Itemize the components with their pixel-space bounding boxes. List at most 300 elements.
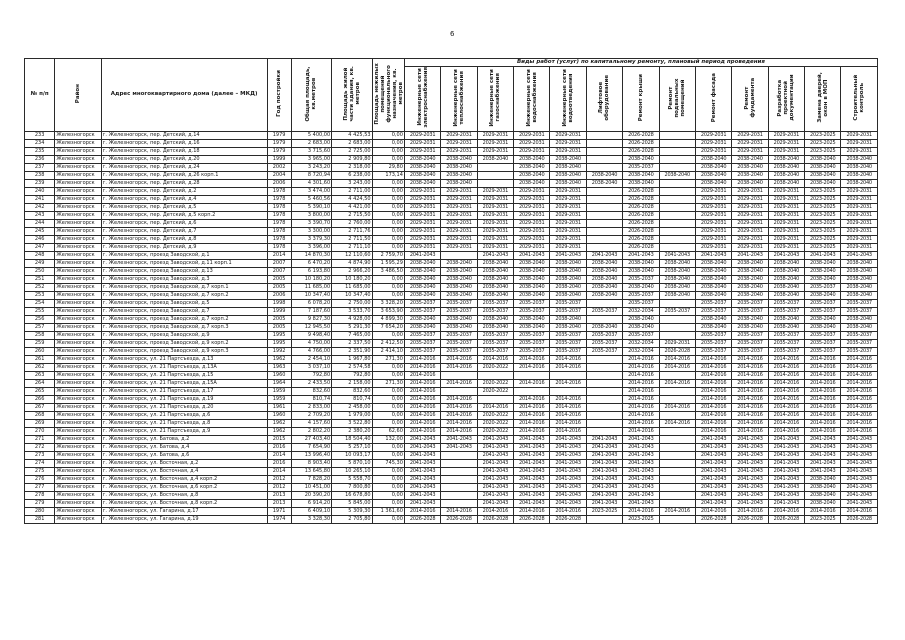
- row-area-living: 2 318,00: [332, 163, 372, 171]
- row-work-period: 2041-2043: [550, 459, 586, 467]
- row-work-period: 2029-2031: [514, 195, 550, 203]
- row-work-period: 2029-2031: [477, 187, 513, 195]
- row-year: 2005: [267, 283, 291, 291]
- row-address: г. Железногорск, пер. Детский, д.5 корп.2: [101, 211, 267, 219]
- row-work-period: 2041-2043: [841, 475, 878, 483]
- row-work-period: 2029-2031: [441, 227, 477, 235]
- row-work-period: 2038-2040: [768, 179, 804, 187]
- row-work-period: 2041-2043: [477, 435, 513, 443]
- row-work-period: 2038-2040: [514, 315, 550, 323]
- row-area-total: 10 451,00: [291, 483, 331, 491]
- row-work-period: 2026-2028: [623, 211, 659, 219]
- row-address: г. Железногорск, пер. Детский, д.28: [101, 179, 267, 187]
- row-number: 256: [25, 315, 55, 323]
- row-work-period: [586, 187, 622, 195]
- row-work-period: 2041-2043: [768, 499, 804, 507]
- row-work-period: 2020-2022: [477, 411, 513, 419]
- row-number: 281: [25, 515, 55, 523]
- row-work-period: 2041-2043: [732, 499, 768, 507]
- row-work-period: 2014-2016: [695, 427, 731, 435]
- row-area-nonres: 0,00: [372, 475, 404, 483]
- row-number: 240: [25, 187, 55, 195]
- row-number: 255: [25, 307, 55, 315]
- header-area-living: Площадь жилой части здания, кв. метров: [332, 59, 372, 132]
- row-area-nonres: 0,00: [372, 363, 404, 371]
- row-work-period: [659, 475, 695, 483]
- row-work-period: [514, 387, 550, 395]
- row-area-total: 5 400,00: [291, 131, 331, 139]
- row-work-period: 2035-2037: [586, 331, 622, 339]
- row-area-total: 2 709,20: [291, 411, 331, 419]
- row-district: Железногорск: [55, 491, 101, 499]
- table-row: [25, 339, 878, 347]
- row-area-nonres: 0,00: [372, 155, 404, 163]
- row-work-period: 2038-2040: [805, 267, 841, 275]
- row-year: 1962: [267, 427, 291, 435]
- row-work-period: 2038-2040: [805, 163, 841, 171]
- row-work-period: 2041-2043: [732, 459, 768, 467]
- row-area-living: 3 243,00: [332, 179, 372, 187]
- row-area-nonres: 0,00: [372, 243, 404, 251]
- row-work-period: 2035-2037: [550, 331, 586, 339]
- row-work-period: 2038-2040: [441, 259, 477, 267]
- table-row: [25, 451, 878, 459]
- row-area-total: 792,80: [291, 371, 331, 379]
- row-address: г. Железногорск, пер. Детский, д.20: [101, 155, 267, 163]
- row-work-period: 2014-2016: [404, 427, 440, 435]
- row-work-period: 2014-2016: [623, 411, 659, 419]
- row-address: г. Железногорск, ул. Батова, д.6: [101, 451, 267, 459]
- row-area-nonres: 7 654,20: [372, 323, 404, 331]
- row-work-period: 2014-2016: [623, 379, 659, 387]
- row-work-period: [659, 155, 695, 163]
- row-work-period: 2029-2031: [768, 147, 804, 155]
- table-row: [25, 499, 878, 507]
- row-area-living: 2 725,00: [332, 147, 372, 155]
- row-address: г. Железногорск, ул. Гагарина, д.17: [101, 507, 267, 515]
- row-work-period: 2041-2043: [404, 451, 440, 459]
- row-address: г. Железногорск, пер. Детский, д.14: [101, 131, 267, 139]
- row-year: 2005: [267, 323, 291, 331]
- row-year: 2012: [267, 475, 291, 483]
- row-area-nonres: 2 412,50: [372, 339, 404, 347]
- row-district: Железногорск: [55, 291, 101, 299]
- row-work-period: 2014-2016: [695, 507, 731, 515]
- row-area-nonres: 0,00: [372, 291, 404, 299]
- row-work-period: 2014-2016: [768, 395, 804, 403]
- row-area-nonres: 271,30: [372, 379, 404, 387]
- row-work-period: 2029-2031: [695, 243, 731, 251]
- row-work-period: 2029-2031: [550, 227, 586, 235]
- table-row: [25, 131, 878, 139]
- row-work-period: 2029-2031: [695, 219, 731, 227]
- row-work-period: 2038-2040: [550, 267, 586, 275]
- row-work-period: 2014-2016: [550, 411, 586, 419]
- table-row: [25, 371, 878, 379]
- row-district: Железногорск: [55, 299, 101, 307]
- table-row: [25, 419, 878, 427]
- row-work-period: 2038-2040: [841, 275, 878, 283]
- row-year: 1999: [267, 307, 291, 315]
- row-work-period: [659, 443, 695, 451]
- row-work-period: 2014-2016: [550, 419, 586, 427]
- row-work-period: 2041-2043: [514, 435, 550, 443]
- row-work-period: 2038-2040: [732, 171, 768, 179]
- row-area-living: 2 574,58: [332, 363, 372, 371]
- row-area-total: 10 347,40: [291, 291, 331, 299]
- row-work-period: 2023-2025: [805, 515, 841, 523]
- row-number: 237: [25, 163, 55, 171]
- row-work-period: [659, 451, 695, 459]
- row-work-period: 2035-2037: [805, 299, 841, 307]
- row-work-period: 2041-2043: [477, 443, 513, 451]
- row-work-period: 2038-2040: [441, 171, 477, 179]
- row-year: 2007: [267, 267, 291, 275]
- row-work-period: 2041-2043: [586, 451, 622, 459]
- row-work-period: [659, 459, 695, 467]
- row-number: 280: [25, 507, 55, 515]
- row-address: г. Железногорск, ул. 21 Партсъезда, д.6: [101, 411, 267, 419]
- row-work-period: 2041-2043: [768, 451, 804, 459]
- row-work-period: 2014-2016: [768, 363, 804, 371]
- row-work-period: 2029-2031: [477, 235, 513, 243]
- capital-repair-table-sheet: [24, 58, 878, 626]
- row-address: г. Железногорск, ул. 21 Партсъезда, д.20: [101, 403, 267, 411]
- row-area-living: 2 711,10: [332, 243, 372, 251]
- row-work-period: 2014-2016: [404, 379, 440, 387]
- row-area-nonres: 29,80: [372, 163, 404, 171]
- row-area-nonres: 0,00: [372, 139, 404, 147]
- row-work-period: 2038-2040: [623, 171, 659, 179]
- row-work-period: 2035-2037: [623, 331, 659, 339]
- row-area-nonres: 2 414,10: [372, 347, 404, 355]
- row-work-period: 2029-2031: [841, 227, 878, 235]
- row-work-period: 2041-2043: [514, 491, 550, 499]
- row-work-period: 2035-2037: [768, 339, 804, 347]
- row-work-period: 2041-2043: [695, 443, 731, 451]
- row-work-period: 2014-2016: [441, 427, 477, 435]
- row-work-period: [659, 203, 695, 211]
- row-area-living: 2 711,76: [332, 227, 372, 235]
- row-work-period: 2029-2031: [404, 243, 440, 251]
- row-work-period: [477, 163, 513, 171]
- table-row: [25, 195, 878, 203]
- row-work-period: 2041-2043: [768, 483, 804, 491]
- row-area-total: 4 157,60: [291, 419, 331, 427]
- row-work-period: 2014-2016: [441, 403, 477, 411]
- row-year: 1978: [267, 211, 291, 219]
- row-work-period: 2014-2016: [441, 419, 477, 427]
- row-work-period: [659, 371, 695, 379]
- row-work-period: 2026-2028: [623, 235, 659, 243]
- row-work-period: 2023-2025: [805, 187, 841, 195]
- row-work-period: 2041-2043: [404, 251, 440, 259]
- row-work-period: 2026-2028: [623, 219, 659, 227]
- row-work-period: 2041-2043: [514, 251, 550, 259]
- row-work-period: 2014-2016: [623, 387, 659, 395]
- row-work-period: [659, 211, 695, 219]
- row-work-period: 2014-2016: [477, 507, 513, 515]
- table-row: [25, 187, 878, 195]
- row-work-period: 2038-2040: [805, 475, 841, 483]
- row-work-period: 2014-2016: [805, 395, 841, 403]
- row-work-period: 2038-2040: [732, 323, 768, 331]
- row-year: 2006: [267, 291, 291, 299]
- row-work-period: 2014-2016: [659, 507, 695, 515]
- row-work-period: 2029-2031: [768, 227, 804, 235]
- row-work-period: 2026-2028: [695, 515, 731, 523]
- row-work-period: 2014-2016: [841, 427, 878, 435]
- row-work-period: [659, 147, 695, 155]
- row-number: 234: [25, 139, 55, 147]
- row-work-period: 2029-2031: [768, 139, 804, 147]
- row-area-living: 5 257,10: [332, 443, 372, 451]
- row-work-period: 2014-2016: [768, 427, 804, 435]
- row-work-period: 2041-2043: [514, 499, 550, 507]
- row-work-period: [586, 299, 622, 307]
- row-work-period: 2038-2040: [441, 323, 477, 331]
- row-work-period: 2038-2040: [695, 259, 731, 267]
- table-row: [25, 243, 878, 251]
- row-work-period: 2038-2040: [732, 291, 768, 299]
- row-district: Железногорск: [55, 203, 101, 211]
- row-work-period: 2041-2043: [623, 483, 659, 491]
- row-work-period: 2038-2040: [768, 267, 804, 275]
- table-row: [25, 291, 878, 299]
- row-address: г. Железногорск, ул. Восточная, д.8 корп.2: [101, 499, 267, 507]
- row-address: г. Железногорск, проезд Заводской, д.7 корп.1: [101, 283, 267, 291]
- row-area-nonres: 0,00: [372, 483, 404, 491]
- row-area-total: 11 685,00: [291, 283, 331, 291]
- row-work-period: 2041-2043: [477, 459, 513, 467]
- row-work-period: 2035-2037: [404, 347, 440, 355]
- row-work-period: [659, 195, 695, 203]
- row-work-period: 2029-2031: [514, 219, 550, 227]
- row-work-period: 2014-2016: [514, 427, 550, 435]
- row-work-period: 2041-2043: [441, 443, 477, 451]
- row-work-period: 2038-2040: [514, 323, 550, 331]
- row-work-period: 2038-2040: [695, 171, 731, 179]
- table-row: [25, 387, 878, 395]
- row-work-period: 2029-2031: [550, 211, 586, 219]
- row-year: 1978: [267, 219, 291, 227]
- row-work-period: [441, 459, 477, 467]
- row-work-period: 2038-2040: [586, 179, 622, 187]
- row-area-living: 2 158,00: [332, 379, 372, 387]
- row-work-period: 2029-2031: [695, 195, 731, 203]
- row-work-period: [659, 243, 695, 251]
- row-work-period: 2014-2016: [805, 411, 841, 419]
- row-work-period: 2029-2031: [514, 139, 550, 147]
- row-work-period: 2041-2043: [841, 443, 878, 451]
- row-work-period: 2038-2040: [732, 163, 768, 171]
- row-work-period: 2029-2031: [841, 187, 878, 195]
- row-area-living: 1 967,80: [332, 355, 372, 363]
- row-work-period: 2029-2031: [404, 227, 440, 235]
- row-area-total: 4 766,00: [291, 347, 331, 355]
- row-work-period: 2035-2037: [805, 347, 841, 355]
- row-number: 272: [25, 443, 55, 451]
- row-work-period: 2026-2028: [732, 515, 768, 523]
- table-row: [25, 483, 878, 491]
- row-work-period: 2041-2043: [623, 251, 659, 259]
- row-work-period: [586, 131, 622, 139]
- row-work-period: 2014-2016: [805, 419, 841, 427]
- row-work-period: 2026-2028: [550, 515, 586, 523]
- row-work-period: 2035-2037: [768, 299, 804, 307]
- row-work-period: [586, 379, 622, 387]
- row-address: г. Железногорск, пер. Детский, д.18: [101, 147, 267, 155]
- row-work-period: 2014-2016: [805, 403, 841, 411]
- row-work-period: 2029-2031: [841, 235, 878, 243]
- row-number: 250: [25, 267, 55, 275]
- row-work-period: 2014-2016: [841, 363, 878, 371]
- row-number: 277: [25, 483, 55, 491]
- row-work-period: 2038-2040: [477, 323, 513, 331]
- row-work-period: 2014-2016: [441, 411, 477, 419]
- row-area-living: 6 238,00: [332, 171, 372, 179]
- row-work-period: [586, 363, 622, 371]
- table-row: [25, 147, 878, 155]
- row-work-period: 2038-2040: [695, 163, 731, 171]
- row-work-period: 2035-2037: [805, 339, 841, 347]
- row-work-period: 2014-2016: [695, 403, 731, 411]
- row-work-period: 2029-2031: [550, 243, 586, 251]
- row-work-period: 2029-2031: [732, 131, 768, 139]
- row-work-period: 2035-2037: [586, 347, 622, 355]
- row-work-period: [441, 451, 477, 459]
- row-work-period: [441, 387, 477, 395]
- row-address: г. Железногорск, ул. Восточная, д.8: [101, 491, 267, 499]
- table-row: [25, 411, 878, 419]
- row-work-period: 2026-2028: [623, 243, 659, 251]
- row-work-period: 2041-2043: [695, 483, 731, 491]
- row-address: г. Железногорск, ул. 21 Партсъезда, д.15А: [101, 379, 267, 387]
- row-work-period: 2038-2040: [514, 259, 550, 267]
- header-work-0: Инженерные сети электроснабжения: [404, 67, 440, 132]
- row-work-period: 2014-2016: [695, 355, 731, 363]
- row-work-period: 2035-2037: [768, 307, 804, 315]
- row-work-period: 2038-2040: [623, 259, 659, 267]
- row-work-period: 2029-2031: [477, 211, 513, 219]
- row-work-period: 2029-2031: [732, 203, 768, 211]
- row-work-period: 2014-2016: [768, 411, 804, 419]
- row-work-period: 2041-2043: [695, 475, 731, 483]
- row-address: г. Железногорск, проезд Заводской, д.9 корп.2: [101, 339, 267, 347]
- row-work-period: 2038-2040: [732, 275, 768, 283]
- row-work-period: [586, 155, 622, 163]
- row-work-period: 2029-2031: [659, 339, 695, 347]
- row-work-period: [659, 483, 695, 491]
- row-area-nonres: 0,00: [372, 403, 404, 411]
- row-work-period: 2035-2037: [441, 307, 477, 315]
- row-work-period: 2038-2040: [550, 291, 586, 299]
- row-area-living: 2 750,00: [332, 299, 372, 307]
- row-work-period: 2014-2016: [841, 411, 878, 419]
- row-work-period: 2038-2040: [841, 315, 878, 323]
- row-work-period: 2014-2016: [477, 355, 513, 363]
- row-number: 248: [25, 251, 55, 259]
- row-work-period: 2041-2043: [586, 499, 622, 507]
- row-work-period: 2035-2037: [514, 307, 550, 315]
- row-work-period: 2035-2037: [404, 299, 440, 307]
- row-work-period: [659, 499, 695, 507]
- row-work-period: 2038-2040: [623, 179, 659, 187]
- row-work-period: 2029-2031: [477, 227, 513, 235]
- row-work-period: 2029-2031: [404, 187, 440, 195]
- row-area-living: 2 909,80: [332, 155, 372, 163]
- row-work-period: 2014-2016: [841, 355, 878, 363]
- row-area-total: 3 300,00: [291, 227, 331, 235]
- row-work-period: 2014-2016: [732, 395, 768, 403]
- row-area-nonres: 0,00: [372, 499, 404, 507]
- row-work-period: 2020-2022: [477, 363, 513, 371]
- row-work-period: 2035-2037: [841, 339, 878, 347]
- row-area-total: 13 645,80: [291, 467, 331, 475]
- row-work-period: [659, 323, 695, 331]
- row-area-nonres: 0,00: [372, 131, 404, 139]
- row-number: 263: [25, 371, 55, 379]
- row-work-period: 2014-2016: [805, 427, 841, 435]
- row-work-period: 2014-2016: [477, 403, 513, 411]
- row-work-period: 2038-2040: [477, 275, 513, 283]
- row-work-period: [659, 235, 695, 243]
- row-work-period: 2038-2040: [768, 291, 804, 299]
- row-work-period: 2041-2043: [550, 483, 586, 491]
- row-area-living: 4 874,90: [332, 259, 372, 267]
- row-work-period: 2041-2043: [623, 435, 659, 443]
- row-district: Железногорск: [55, 323, 101, 331]
- row-work-period: [441, 499, 477, 507]
- row-work-period: 2014-2016: [695, 371, 731, 379]
- row-work-period: 2038-2040: [441, 275, 477, 283]
- row-work-period: [441, 467, 477, 475]
- row-work-period: 2041-2043: [477, 475, 513, 483]
- row-work-period: 2038-2040: [550, 171, 586, 179]
- row-work-period: 2041-2043: [404, 467, 440, 475]
- row-work-period: 2038-2040: [805, 275, 841, 283]
- row-work-period: 2014-2016: [732, 507, 768, 515]
- row-work-period: 2029-2031: [841, 211, 878, 219]
- table-row: [25, 395, 878, 403]
- row-work-period: 2014-2016: [550, 379, 586, 387]
- row-address: г. Железногорск, пер. Детский, д.6: [101, 219, 267, 227]
- row-work-period: 2029-2031: [695, 227, 731, 235]
- row-number: 242: [25, 203, 55, 211]
- row-work-period: 2038-2040: [732, 267, 768, 275]
- row-work-period: 2038-2040: [623, 315, 659, 323]
- row-work-period: 2038-2040: [441, 315, 477, 323]
- row-work-period: 2035-2037: [841, 307, 878, 315]
- row-work-period: 2014-2016: [404, 507, 440, 515]
- row-work-period: [586, 315, 622, 323]
- row-work-period: 2041-2043: [732, 443, 768, 451]
- row-year: 1960: [267, 371, 291, 379]
- table-row: [25, 283, 878, 291]
- row-work-period: 2029-2031: [477, 147, 513, 155]
- row-work-period: 2038-2040: [404, 323, 440, 331]
- row-work-period: 2038-2040: [732, 259, 768, 267]
- row-area-nonres: 4 899,30: [372, 315, 404, 323]
- row-work-period: 2029-2031: [768, 235, 804, 243]
- row-work-period: 2014-2016: [659, 363, 695, 371]
- row-work-period: 2014-2016: [404, 419, 440, 427]
- row-area-living: 12 110,60: [332, 251, 372, 259]
- row-address: г. Железногорск, ул. 21 Партсъезда, д.19: [101, 395, 267, 403]
- row-year: 1978: [267, 187, 291, 195]
- table-row: [25, 331, 878, 339]
- row-address: г. Железногорск, ул. 21 Партсъезда, д.13: [101, 355, 267, 363]
